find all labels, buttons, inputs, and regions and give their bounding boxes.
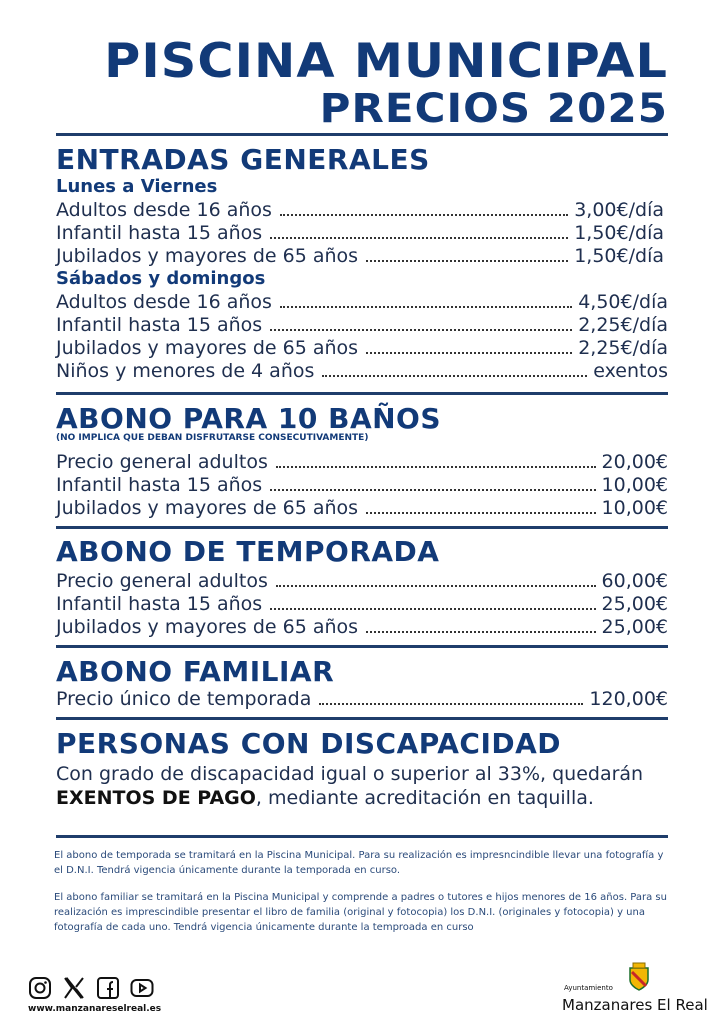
- price-value: 60,00€: [601, 570, 668, 592]
- price-row: [56, 570, 668, 592]
- dot-leader: [270, 607, 595, 610]
- dot-leader: [276, 584, 596, 587]
- dot-leader: [366, 259, 568, 262]
- discapacidad-text-end: , mediante acreditación en taquilla.: [255, 787, 594, 809]
- price-label: Jubilados y mayores de 65 años: [56, 497, 359, 519]
- dot-leader: [270, 236, 568, 239]
- price-value: 1,50€/día: [574, 222, 664, 244]
- dot-leader: [366, 511, 595, 514]
- discapacidad-text-bold: EXENTOS DE PAGO: [56, 787, 256, 809]
- price-label: Infantil hasta 15 años: [56, 314, 263, 336]
- coat-of-arms-icon: [628, 962, 650, 992]
- divider: [56, 392, 668, 395]
- price-row: [56, 474, 668, 496]
- logo-name: Manzanares El Real: [562, 996, 708, 1014]
- price-row: [56, 314, 668, 336]
- logo-caption: Ayuntamiento: [564, 984, 613, 992]
- price-label: Niños y menores de 4 años: [56, 360, 315, 382]
- price-value: 1,50€/día: [574, 245, 664, 267]
- divider: [56, 133, 668, 136]
- x-icon[interactable]: [62, 976, 86, 1000]
- discapacidad-text-start: Con grado de discapacidad igual o superior al 33%, quedarán: [56, 763, 644, 785]
- divider: [56, 835, 668, 838]
- price-value: exentos: [593, 360, 668, 382]
- price-label: Adultos desde 16 años: [56, 199, 272, 221]
- price-row: [56, 616, 668, 638]
- section-title-discapacidad: PERSONAS CON DISCAPACIDAD: [56, 727, 562, 760]
- dot-leader: [322, 374, 587, 377]
- youtube-icon[interactable]: [130, 976, 154, 1000]
- subtitle-weekday: Lunes a Viernes: [56, 176, 218, 197]
- dot-leader: [270, 488, 595, 491]
- price-value: 2,25€/día: [578, 314, 668, 336]
- price-label: Infantil hasta 15 años: [56, 474, 263, 496]
- section-title-temporada: ABONO DE TEMPORADA: [56, 535, 440, 568]
- discapacidad-text: [56, 762, 668, 810]
- price-value: 2,25€/día: [578, 337, 668, 359]
- town-logo: [558, 962, 708, 1018]
- price-value: 10,00€: [601, 474, 668, 496]
- price-value: 25,00€: [601, 616, 668, 638]
- price-value: 3,00€/día: [574, 199, 664, 221]
- divider: [56, 645, 668, 648]
- subtitle-weekend: Sábados y domingos: [56, 268, 266, 289]
- dot-leader: [276, 465, 596, 468]
- price-value: 120,00€: [589, 688, 668, 710]
- price-value: 25,00€: [601, 593, 668, 615]
- dot-leader: [280, 305, 572, 308]
- note-familiar: El abono familiar se tramitará en la Piscina Municipal y comprende a padres o tutores e hijos menores de 16 años. Para su realización es imprescindible presentar el libro de familia (original y fotocopia) los D.N.I. (originales y fotocopia) y una fotografía de cada uno. Tendrá vigencia únicamente durante la temproada en curso: [54, 892, 667, 933]
- price-row: [56, 593, 668, 615]
- divider: [56, 526, 668, 529]
- poster-title: [56, 34, 669, 132]
- price-value: 10,00€: [601, 497, 668, 519]
- dot-leader: [319, 702, 583, 705]
- website-url[interactable]: www.manzanareselreal.es: [28, 1004, 162, 1014]
- price-label: Adultos desde 16 años: [56, 291, 272, 313]
- instagram-icon[interactable]: [28, 976, 52, 1000]
- price-row: [56, 688, 668, 710]
- price-label: Jubilados y mayores de 65 años: [56, 337, 359, 359]
- price-row: [56, 360, 668, 382]
- price-row: [56, 497, 668, 519]
- price-row: [56, 245, 668, 267]
- price-row: [56, 451, 668, 473]
- price-row: [56, 291, 668, 313]
- section-title-abono10: ABONO PARA 10 BAÑOS: [56, 402, 442, 435]
- section-title-familiar: ABONO FAMILIAR: [56, 655, 335, 688]
- price-label: Jubilados y mayores de 65 años: [56, 245, 359, 267]
- dot-leader: [366, 630, 595, 633]
- divider: [56, 717, 668, 720]
- price-label: Infantil hasta 15 años: [56, 593, 263, 615]
- facebook-icon[interactable]: [96, 976, 120, 1000]
- price-row: [56, 199, 668, 221]
- price-label: Precio único de temporada: [56, 688, 312, 710]
- price-value: 4,50€/día: [578, 291, 668, 313]
- price-row: [56, 222, 668, 244]
- title-line-2: PRECIOS 2025: [319, 86, 668, 132]
- abono10-note: (NO IMPLICA QUE DEBAN DISFRUTARSE CONSECUTIVAMENTE): [56, 433, 369, 443]
- dot-leader: [280, 213, 568, 216]
- dot-leader: [270, 328, 572, 331]
- price-label: Precio general adultos: [56, 570, 268, 592]
- note-temporada: El abono de temporada se tramitará en la Piscina Municipal. Para su realización es impresncindible llevar una fotografía y el D.N.I. Tendrá vigencia únicamente durante la temporada en curso.: [54, 850, 664, 876]
- price-row: [56, 337, 668, 359]
- price-label: Precio general adultos: [56, 451, 268, 473]
- title-line-1: PISCINA MUNICIPAL: [104, 34, 669, 89]
- price-value: 20,00€: [601, 451, 668, 473]
- social-icons: [28, 976, 154, 1000]
- section-title-generales: ENTRADAS GENERALES: [56, 143, 430, 176]
- price-label: Infantil hasta 15 años: [56, 222, 263, 244]
- dot-leader: [366, 351, 572, 354]
- price-label: Jubilados y mayores de 65 años: [56, 616, 359, 638]
